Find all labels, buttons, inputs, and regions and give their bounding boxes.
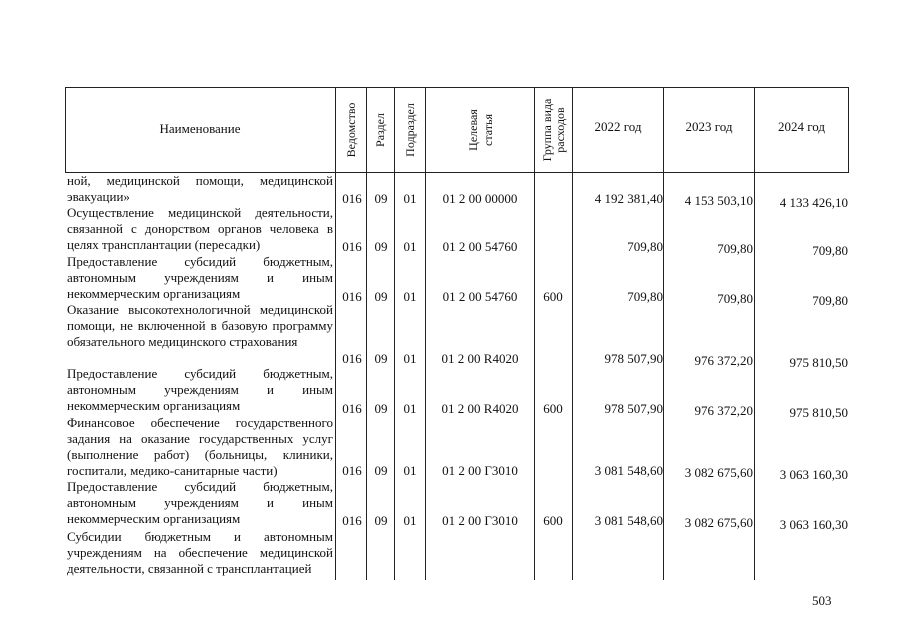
row-dept: 016 [342,401,362,416]
row-subsection: 01 [403,239,417,254]
header-subsection: Подраздел [403,103,417,157]
row-2023: 3 082 675,60 [684,465,753,480]
row-section: 09 [374,191,388,206]
row-name: Оказание высокотехнологичной медицинской помощи, не включенной в базовую программу обязательного медицинского страхования [67,302,333,350]
row-subsection: 01 [403,289,417,304]
row-subsection: 01 [403,191,417,206]
row-section: 09 [374,513,388,528]
col-border-subsection [425,87,426,580]
header-target-line1: Целевая [466,109,480,151]
row-2024: 3 063 160,30 [779,517,848,532]
row-2022: 3 081 548,60 [594,463,663,478]
row-dept: 016 [342,289,362,304]
row-2022: 978 507,90 [604,351,663,366]
header-2022: 2022 год [594,119,642,134]
header-2023: 2023 год [685,119,733,134]
row-2023: 976 372,20 [694,353,753,368]
row-section: 09 [374,401,388,416]
row-group: 600 [543,513,563,528]
row-2022: 709,80 [627,239,663,254]
col-border-right [848,87,849,173]
row-group: 600 [543,401,563,416]
row-2024: 4 133 426,10 [779,195,848,210]
row-2023: 3 082 675,60 [684,515,753,530]
page-number: 503 [812,593,832,608]
row-2024: 709,80 [812,293,848,308]
row-target: 01 2 00 54760 [442,289,518,304]
header-section: Раздел [373,113,387,147]
header-group-line1: Группа вида [540,98,554,162]
row-2023: 4 153 503,10 [684,193,753,208]
col-border-target [534,87,535,580]
row-name: Финансовое обеспечение государственного задания на оказание государственных услуг (выполнение работ) (больницы, клиники, госпитали, медико-санитарные части) [67,415,333,479]
row-section: 09 [374,239,388,254]
row-2022: 978 507,90 [604,401,663,416]
row-target: 01 2 00 R4020 [441,401,519,416]
col-border-2023 [754,87,755,580]
col-border-name [335,87,336,580]
header-target-line2: статья [481,114,495,146]
row-2023: 709,80 [717,241,753,256]
row-section: 09 [374,351,388,366]
row-2022: 709,80 [627,289,663,304]
row-2024: 709,80 [812,243,848,258]
header-2024: 2024 год [778,119,825,134]
row-dept: 016 [342,513,362,528]
row-section: 09 [374,463,388,478]
row-name: Предоставление субсидий бюджетным, автономным учреждениям и иным некоммерческим организациям [67,479,333,527]
row-name: Субсидии бюджетным и автономным учреждениям на обеспечение медицинской деятельности, связанной с трансплантацией [67,529,333,577]
row-2024: 975 810,50 [789,355,848,370]
header-name: Наименование [159,121,241,136]
row-name: Осуществление медицинской деятельности, связанной с донорством органов человека в целях трансплантации (пересадки) [67,205,333,253]
row-2024: 975 810,50 [789,405,848,420]
row-2023: 976 372,20 [694,403,753,418]
row-2024: 3 063 160,30 [779,467,848,482]
col-border-section [394,87,395,580]
row-name: Предоставление субсидий бюджетным, автономным учреждениям и иным некоммерческим организациям [67,366,333,414]
col-border-group [572,87,573,580]
row-subsection: 01 [403,463,417,478]
row-subsection: 01 [403,513,417,528]
header-group-line2: расходов [553,107,567,153]
row-group: 600 [543,289,563,304]
col-border-dept [366,87,367,580]
row-target: 01 2 00 R4020 [441,351,519,366]
row-2022: 3 081 548,60 [594,513,663,528]
row-dept: 016 [342,239,362,254]
row-name: ной, медицинской помощи, медицинской эвакуации» [67,173,333,205]
row-target: 01 2 00 00000 [442,191,518,206]
row-target: 01 2 00 Г3010 [442,463,518,478]
row-section: 09 [374,289,388,304]
row-dept: 016 [342,191,362,206]
row-target: 01 2 00 Г3010 [442,513,518,528]
row-2023: 709,80 [717,291,753,306]
row-subsection: 01 [403,351,417,366]
col-border-2022 [663,87,664,580]
row-name: Предоставление субсидий бюджетным, автономным учреждениям и иным некоммерческим организациям [67,254,333,302]
row-2022: 4 192 381,40 [594,191,663,206]
row-dept: 016 [342,351,362,366]
table-top-border [65,87,849,88]
row-dept: 016 [342,463,362,478]
row-subsection: 01 [403,401,417,416]
row-target: 01 2 00 54760 [442,239,518,254]
header-dept: Ведомство [344,102,358,158]
